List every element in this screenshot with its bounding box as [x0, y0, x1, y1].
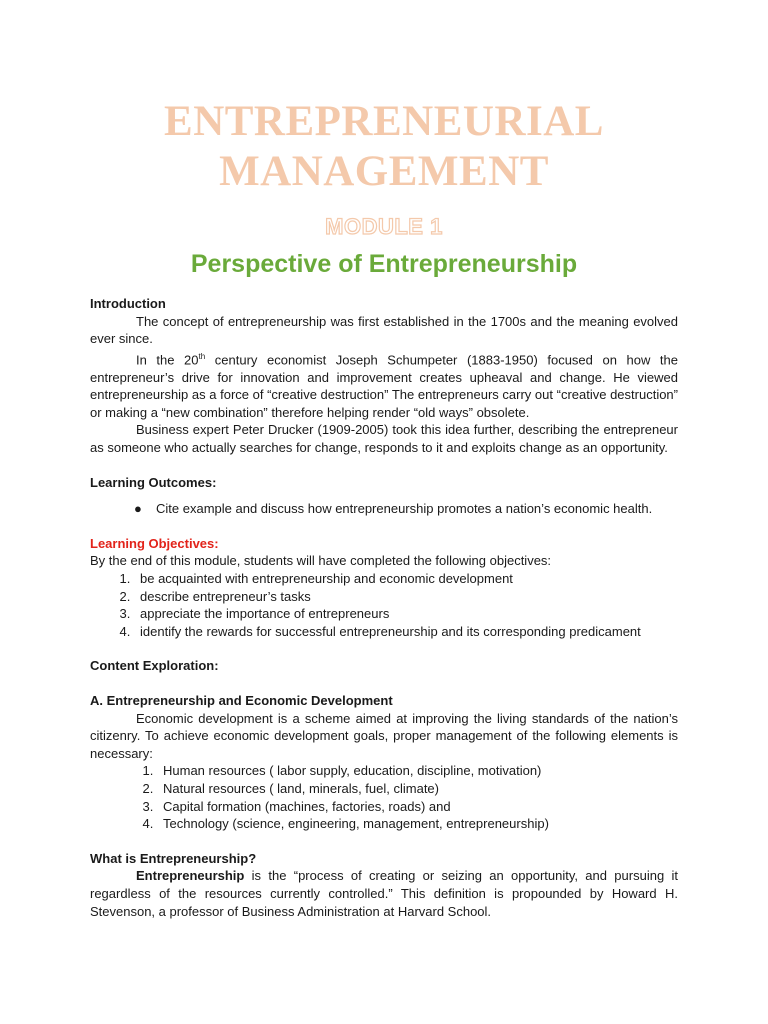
- list-item: 4. Technology (science, engineering, management, entrepreneurship): [157, 815, 678, 833]
- content-exploration-heading: Content Exploration:: [90, 658, 219, 674]
- section-a-heading: A. Entrepreneurship and Economic Development: [90, 693, 393, 709]
- intro-p2-superscript: th: [198, 351, 206, 361]
- list-item: 1. be acquainted with entrepreneurship and economic development: [134, 570, 678, 588]
- bullet-icon: ●: [134, 501, 142, 517]
- what-is-entrepreneurship-heading: What is Entrepreneurship?: [90, 850, 257, 866]
- list-item: [134, 500, 678, 518]
- list-item: 2. describe entrepreneur’s tasks: [134, 588, 678, 606]
- objectives-list: [90, 570, 678, 640]
- learning-outcomes-list: [90, 500, 678, 518]
- objectives-lead: By the end of this module, students will have completed the following objectives:: [90, 553, 552, 569]
- module-label: MODULE 1: [325, 214, 443, 239]
- intro-paragraph-3: Business expert Peter Drucker (1909-2005) took this idea further, describing the entrepreneur as someone who actually searches for change, responds to it and exploits change as an opportunity.: [90, 422, 678, 456]
- title-line-2: MANAGEMENT: [219, 148, 549, 195]
- list-item: 4. identify the rewards for successful entrepreneurship and its corresponding predicament: [134, 623, 678, 641]
- list-item: 2. Natural resources ( land, minerals, fuel, climate): [157, 780, 678, 798]
- learning-objectives-heading: Learning Objectives:: [90, 535, 219, 551]
- intro-paragraph-2: [90, 348, 678, 422]
- definition-term: Entrepreneurship: [136, 868, 245, 884]
- list-item-text: Cite example and discuss how entrepreneurship promotes a nation’s economic health.: [156, 501, 653, 517]
- list-item: 3. Capital formation (machines, factories, roads) and: [157, 798, 678, 816]
- learning-outcomes-heading: Learning Outcomes:: [90, 474, 217, 490]
- section-a-paragraph: Economic development is a scheme aimed at improving the living standards of the nation’s citizenry. To achieve economic development goals, proper management of the following elements is necessary:: [90, 710, 678, 761]
- title-line-1: ENTREPRENEURIAL: [164, 98, 604, 145]
- intro-paragraph-1: The concept of entrepreneurship was first established in the 1700s and the meaning evolved ever since.: [90, 313, 678, 347]
- list-item: 1. Human resources ( labor supply, education, discipline, motivation): [157, 762, 678, 780]
- subtitle: Perspective of Entrepreneurship: [190, 250, 578, 278]
- intro-p2-rest: century economist Joseph Schumpeter (1883-1950) focused on how the entrepreneur’s drive for innovation and improvement creates upheaval and change. He viewed entrepreneurship as a force of “creative destruction” The entrepreneurs carry out “creative destruction” or making a “new combination” therefore helping render “old ways” obsolete.: [90, 352, 678, 420]
- elements-list: [90, 762, 678, 832]
- introduction-heading: Introduction: [90, 296, 166, 311]
- document-body: [90, 295, 678, 920]
- definition-text: is the “process of creating or seizing an opportunity, and pursuing it regardless of the resources currently controlled.” This definition is propounded by Howard H. Stevenson, a professor of Business Administration at Harvard School.: [90, 868, 678, 919]
- definition-paragraph: [90, 867, 678, 920]
- intro-p2-start: In the 20: [136, 352, 199, 368]
- list-item: 3. appreciate the importance of entrepreneurs: [134, 605, 678, 623]
